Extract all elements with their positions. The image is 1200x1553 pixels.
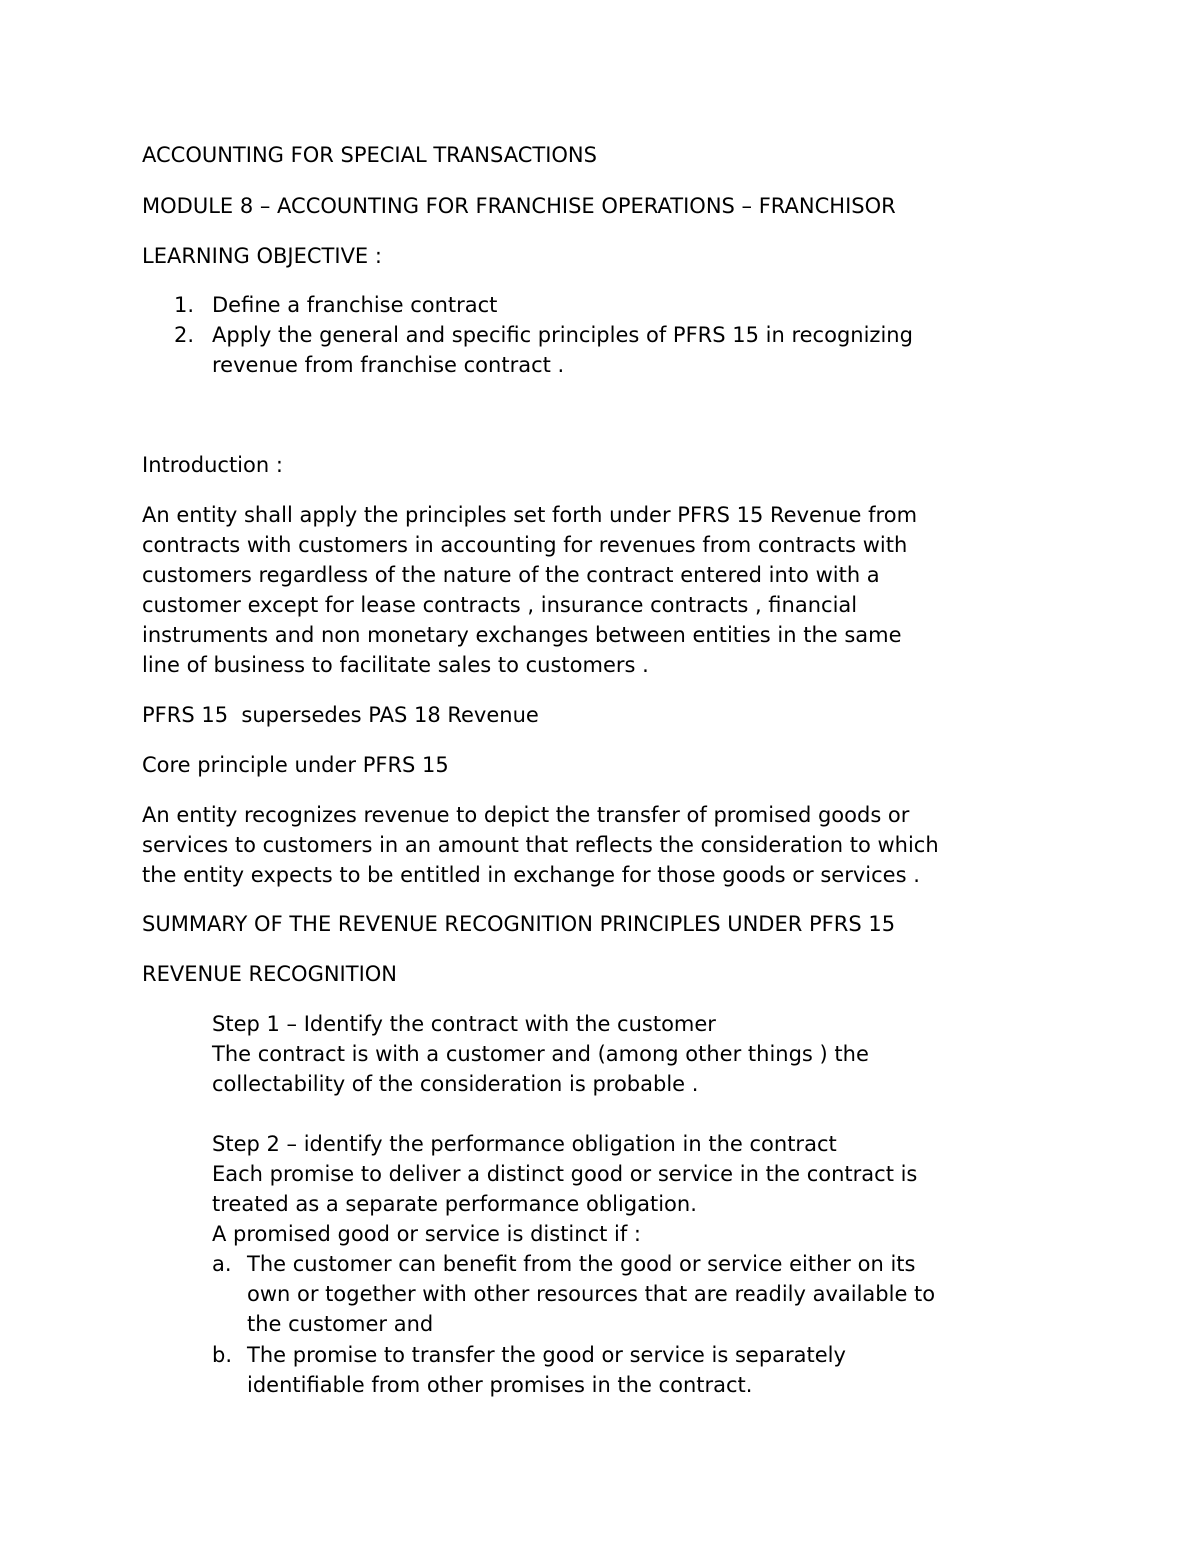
intro-line: line of business to facilitate sales to customers . bbox=[142, 653, 649, 677]
core-heading: Core principle under PFRS 15 bbox=[142, 753, 449, 777]
criterion-line: The customer can benefit from the good or service either on its bbox=[247, 1252, 916, 1276]
intro-heading: Introduction : bbox=[142, 453, 283, 477]
module-heading: MODULE 8 – ACCOUNTING FOR FRANCHISE OPERATIONS – FRANCHISOR bbox=[142, 194, 896, 218]
criterion-line: identifiable from other promises in the contract. bbox=[247, 1373, 753, 1397]
objective-line: Define a franchise contract bbox=[212, 293, 498, 317]
criterion-line: The promise to transfer the good or service is separately bbox=[247, 1343, 846, 1367]
document-title: ACCOUNTING FOR SPECIAL TRANSACTIONS bbox=[142, 143, 597, 167]
recognition-heading: REVENUE RECOGNITION bbox=[142, 962, 398, 986]
core-line: the entity expects to be entitled in exchange for those goods or services . bbox=[142, 863, 920, 887]
criterion-marker: b. bbox=[212, 1343, 233, 1367]
objective-line: revenue from franchise contract . bbox=[212, 353, 565, 377]
step2-heading: Step 2 – identify the performance obligation in the contract bbox=[212, 1132, 837, 1156]
intro-line: customer except for lease contracts , insurance contracts , financial bbox=[142, 593, 858, 617]
intro-line: An entity shall apply the principles set forth under PFRS 15 Revenue from bbox=[142, 503, 918, 527]
summary-heading: SUMMARY OF THE REVENUE RECOGNITION PRINCIPLES UNDER PFRS 15 bbox=[142, 912, 896, 936]
step2-line: A promised good or service is distinct if : bbox=[212, 1222, 642, 1246]
objective-marker: 1. bbox=[174, 293, 195, 317]
step2-line: treated as a separate performance obligation. bbox=[212, 1192, 697, 1216]
objective-line: Apply the general and specific principles of PFRS 15 in recognizing bbox=[212, 323, 913, 347]
objective-heading: LEARNING OBJECTIVE : bbox=[142, 244, 382, 268]
intro-line: instruments and non monetary exchanges between entities in the same bbox=[142, 623, 902, 647]
criterion-line: own or together with other resources that are readily available to bbox=[247, 1282, 936, 1306]
step1-line: collectability of the consideration is probable . bbox=[212, 1072, 699, 1096]
step2-line: Each promise to deliver a distinct good or service in the contract is bbox=[212, 1162, 918, 1186]
criterion-marker: a. bbox=[212, 1252, 232, 1276]
objective-marker: 2. bbox=[174, 323, 195, 347]
step1-heading: Step 1 – Identify the contract with the customer bbox=[212, 1012, 716, 1036]
intro-line: customers regardless of the nature of the contract entered into with a bbox=[142, 563, 880, 587]
core-line: An entity recognizes revenue to depict the transfer of promised goods or bbox=[142, 803, 910, 827]
core-line: services to customers in an amount that reflects the consideration to which bbox=[142, 833, 939, 857]
intro-line: contracts with customers in accounting for revenues from contracts with bbox=[142, 533, 908, 557]
supersedes-line: PFRS 15 supersedes PAS 18 Revenue bbox=[142, 703, 539, 727]
step1-line: The contract is with a customer and (among other things ) the bbox=[212, 1042, 869, 1066]
criterion-line: the customer and bbox=[247, 1312, 434, 1336]
